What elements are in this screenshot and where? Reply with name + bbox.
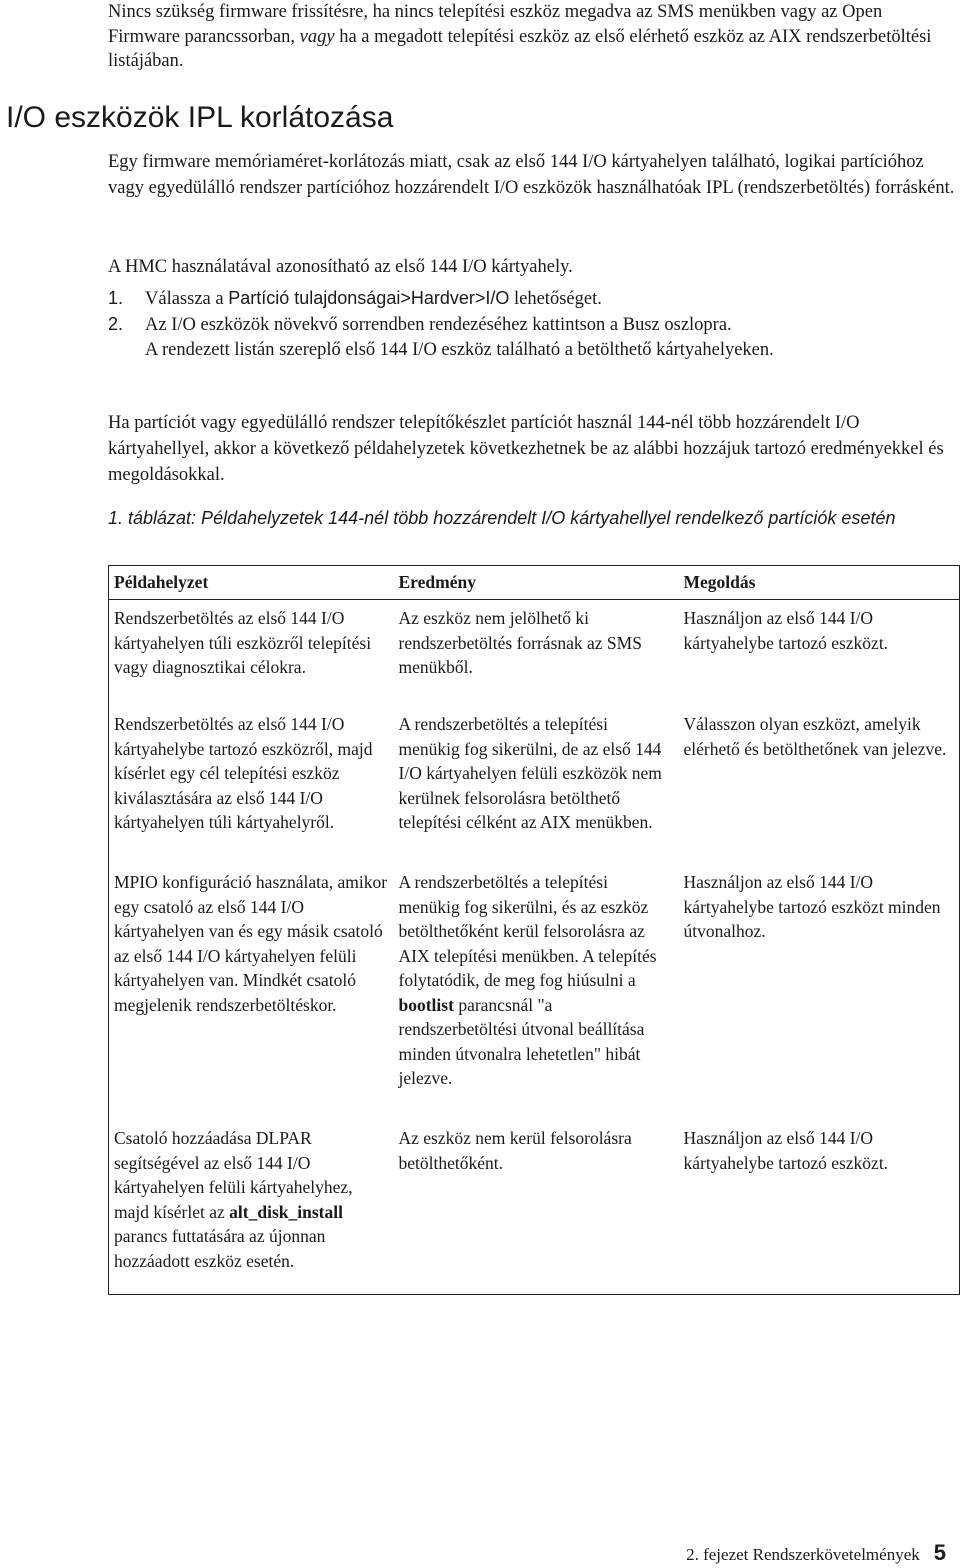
table-header-row <box>109 566 960 600</box>
solution-cell: Használjon az első 144 I/O kártyahelybe tartozó eszközt. <box>679 1126 960 1295</box>
step-number: 2. <box>108 314 124 334</box>
scenario-cell: Rendszerbetöltés az első 144 I/O kártyahelybe tartozó eszközről, majd kísérlet egy cél telepítési eszköz kiválasztására az első 144 I/O kártyahelyen túli kártyahelyről. <box>109 712 394 870</box>
solution-cell: Válasszon olyan eszközt, amelyik elérhető és betölthetőnek van jelezve. <box>679 712 960 870</box>
ipl-limit-paragraph: Egy firmware memóriaméret-korlátozás miatt, csak az első 144 I/O kártyahelyen található, logikai partícióhoz vagy egyedülálló rendszer partícióhoz hozzárendelt I/O eszközök használhatóak IPL (rendszerbetöltés) forrásként. <box>108 152 955 198</box>
scenario-cell: MPIO konfiguráció használata, amikor egy csatoló az első 144 I/O kártyahelyen van és egy másik csatoló az első 144 I/O kártyahelyen felüli kártyahelyen van. Mindkét csatoló megjelenik rendszerbetöltéskor. <box>109 870 394 1126</box>
result-text-after: parancsnál "a rendszerbetöltési útvonal beállítása minden útvonalra lehetetlen" hibát jelezve. <box>398 994 645 1088</box>
table-row <box>109 606 960 712</box>
result-cell: A rendszerbetöltés a telepítési menükig fog sikerülni, de az első 144 I/O kártyahelyen felüli eszközök nem kerülnek felsorolásra betölthető telepítési célként az AIX menükben. <box>398 714 662 832</box>
step-1 <box>108 285 958 311</box>
result-text-before: A rendszerbetöltés a telepítési menükig fog sikerülni, és az eszköz betölthetőként kerül felsorolásra az AIX telepítési menükben. A telepítés folytatódik, de meg fog hiúsulni a <box>398 872 657 990</box>
result-cell: Az eszköz nem kerül felsorolásra betölthetőként. <box>394 1126 679 1295</box>
section-title: I/O eszközök IPL korlátozása <box>6 101 394 134</box>
result-cell <box>394 870 679 1126</box>
alt-disk-install-command: alt_disk_install <box>229 1201 343 1222</box>
column-header-scenario: Példahelyzet <box>109 566 394 600</box>
steps-list <box>108 285 958 363</box>
scenario-cell: Rendszerbetöltés az első 144 I/O kártyahelyen túli eszközről telepítési vagy diagnosztikai célokra. <box>109 606 394 712</box>
page-footer <box>686 1540 946 1568</box>
footer-chapter: 2. fejezet Rendszerkövetelmények <box>686 1545 920 1564</box>
step-1-ui-path: Partíció tulajdonságai>Hardver>I/O <box>228 288 510 308</box>
solution-cell: Használjon az első 144 I/O kártyahelybe tartozó eszközt minden útvonalhoz. <box>679 870 960 1126</box>
result-cell: Az eszköz nem jelölhető ki rendszerbetöltés forrásnak az SMS menükből. <box>398 608 642 677</box>
bootlist-command: bootlist <box>398 994 454 1015</box>
table-caption: 1. táblázat: Példahelyzetek 144-nél több hozzárendelt I/O kártyahellyel rendelkező partíciók esetén <box>108 508 896 528</box>
page-number: 5 <box>933 1540 946 1565</box>
step-number: 1. <box>108 288 124 308</box>
scenario-cell <box>109 1126 394 1295</box>
table-row <box>109 870 960 1126</box>
scenarios-paragraph: Ha partíciót vagy egyedülálló rendszer telepítőkészlet partíciót használ 144-nél több hozzárendelt I/O kártyahellyel, akkor a következő példahelyzetek következhetnek be az alábbi hozzájuk tartozó eredményekkel és megoldásokkal. <box>108 413 944 485</box>
intro-paragraph <box>108 0 953 74</box>
intro-italic-word: vagy <box>299 26 335 47</box>
scenarios-table <box>108 565 960 1295</box>
step-1-text-before: Válassza a <box>145 289 229 309</box>
solution-cell: Használjon az első 144 I/O kártyahelybe tartozó eszközt. <box>679 606 960 712</box>
intro-text-after: ha a megadott telepítési eszköz az első elérhető eszköz az AIX rendszerbetöltési listájában. <box>108 26 932 71</box>
table-row <box>109 712 960 870</box>
table-row <box>109 1126 960 1295</box>
step-2-note: A rendezett listán szereplő első 144 I/O eszköz található a betölthető kártyahelyeken. <box>145 340 774 360</box>
hmc-intro: A HMC használatával azonosítható az első 144 I/O kártyahely. <box>108 257 573 277</box>
step-1-text-after: lehetőséget. <box>509 289 602 309</box>
step-2 <box>108 311 958 337</box>
intro-text-before: Nincs szükség firmware frissítésre, ha nincs telepítési eszköz megadva az SMS menükben vagy az Open Firmware parancssorban, <box>108 2 883 47</box>
step-2-text: Az I/O eszközök növekvő sorrendben rendezéséhez kattintson a Busz oszlopra. <box>145 315 732 335</box>
column-header-solution: Megoldás <box>679 566 960 600</box>
scenario-text-before: Csatoló hozzáadása DLPAR segítségével az első 144 I/O kártyahelyen felüli kártyahelyhez, majd kísérlet az <box>114 1128 353 1222</box>
column-header-result: Eredmény <box>394 566 679 600</box>
scenario-text-after: parancs futtatására az újonnan hozzáadott eszköz esetén. <box>114 1226 326 1271</box>
